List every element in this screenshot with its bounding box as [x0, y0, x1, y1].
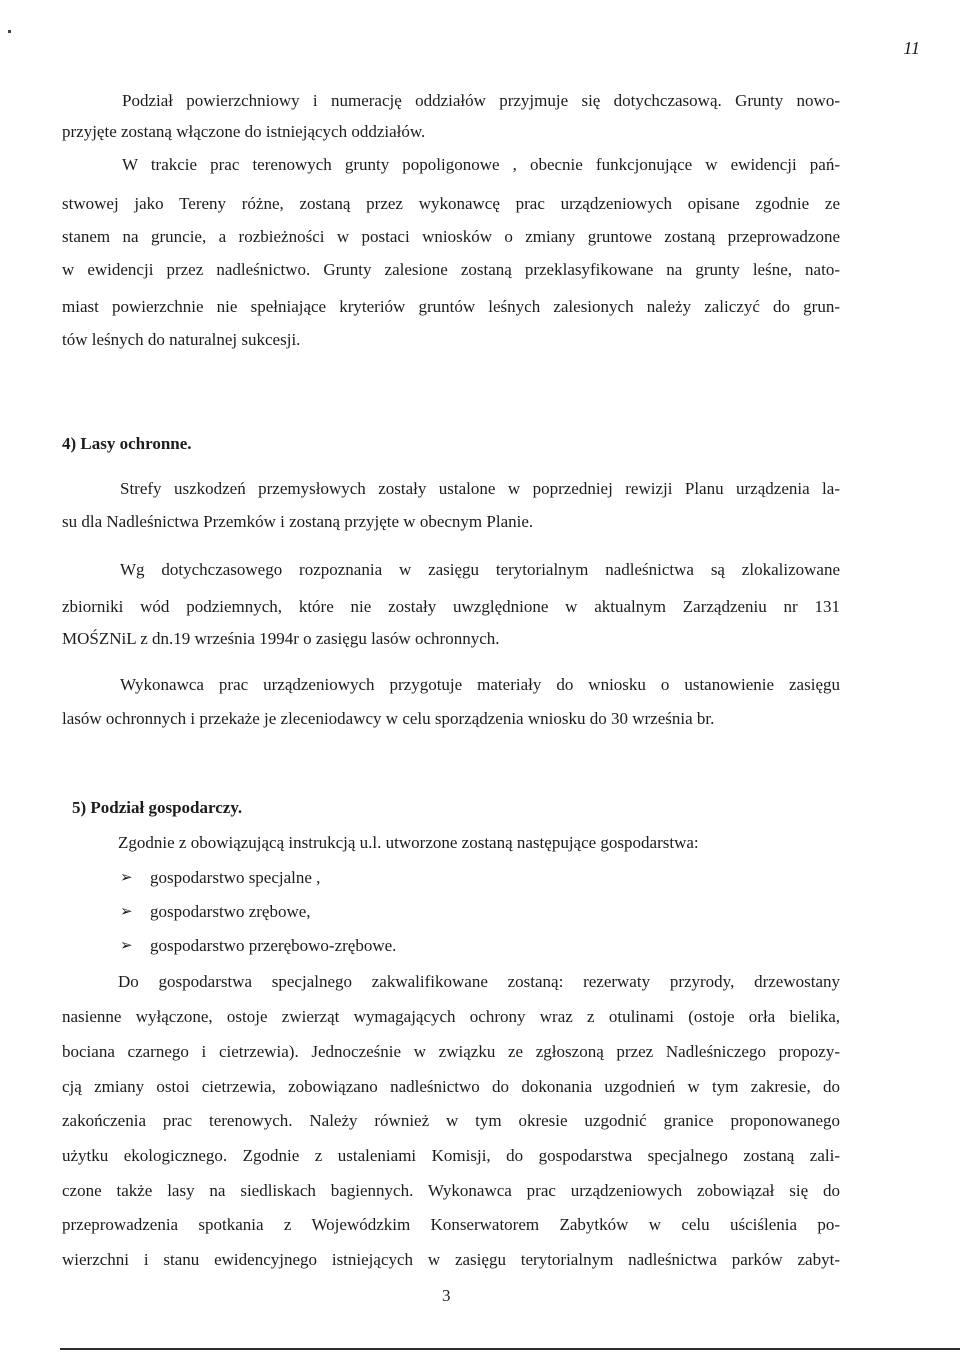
bottom-rule: [60, 1348, 960, 1350]
paragraph-line: W trakcie prac terenowych grunty popoligonowe , obecnie funkcjonujące w ewidencji pań-: [122, 155, 840, 174]
paragraph-line: przyjęte zostaną włączone do istniejących oddziałów.: [62, 122, 426, 141]
paragraph-line: Podział powierzchniowy i numerację oddziałów przyjmuje się dotychczasową. Grunty nowo-: [122, 91, 840, 110]
arrow-bullet-icon: ➢: [120, 870, 133, 886]
section-intro: Zgodnie z obowiązującą instrukcją u.l. utworzone zostaną następujące gospodarstwa:: [118, 833, 699, 852]
corner-page-number: 11: [903, 38, 920, 58]
section-heading: 4) Lasy ochronne.: [62, 434, 192, 453]
paragraph-line: stanem na gruncie, a rozbieżności w postaci wniosków o zmiany gruntowe zostaną przeprowadzone: [62, 227, 840, 246]
paragraph-line: tów leśnych do naturalnej sukcesji.: [62, 330, 301, 349]
list-item: gospodarstwo zrębowe,: [150, 902, 311, 921]
paragraph-line: nasienne wyłączone, ostoje zwierząt wymagających ochrony wraz z otulinami (ostoje orła bielika,: [62, 1007, 840, 1026]
list-item: gospodarstwo przerębowo-zrębowe.: [150, 936, 397, 955]
paragraph-line: cją zmiany ostoi cietrzewia, zobowiązano nadleśnictwo do dokonania uzgodnień w tym zakresie, do: [62, 1077, 840, 1096]
paragraph-line: zbiorniki wód podziemnych, które nie zostały uwzględnione w aktualnym Zarządzeniu nr 131: [62, 597, 840, 616]
paragraph-line: Strefy uszkodzeń przemysłowych zostały ustalone w poprzedniej rewizji Planu urządzenia la-: [120, 479, 840, 498]
page-number: 3: [442, 1286, 451, 1305]
paragraph-line: bociana czarnego i cietrzewia). Jednocześnie w związku ze zgłoszoną przez Nadleśniczego propozy-: [62, 1042, 840, 1061]
paragraph-line: Wg dotychczasowego rozpoznania w zasięgu terytorialnym nadleśnictwa są zlokalizowane: [120, 560, 840, 579]
paragraph-line: w ewidencji przez nadleśnictwo. Grunty zalesione zostaną przeklasyfikowane na grunty leśne, nato-: [62, 260, 840, 279]
arrow-bullet-icon: ➢: [120, 938, 133, 954]
paragraph-line: wierzchni i stanu ewidencyjnego istniejących w zasięgu terytorialnym nadleśnictwa parków zabyt-: [62, 1250, 840, 1269]
paragraph-line: stwowej jako Tereny różne, zostaną przez wykonawcę prac urządzeniowych opisane zgodnie ze: [62, 194, 840, 213]
paragraph-line: su dla Nadleśnictwa Przemków i zostaną przyjęte w obecnym Planie.: [62, 512, 534, 531]
paragraph-line: przeprowadzenia spotkania z Wojewódzkim Konserwatorem Zabytków w celu uściślenia po-: [62, 1215, 840, 1234]
paragraph-line: zakończenia prac terenowych. Należy również w tym okresie uzgodnić granice proponowanego: [62, 1111, 840, 1130]
section-heading: 5) Podział gospodarczy.: [72, 798, 243, 817]
paragraph-line: użytku ekologicznego. Zgodnie z ustaleniami Komisji, do gospodarstwa specjalnego zostaną zali-: [62, 1146, 840, 1165]
scan-mark: [8, 30, 11, 33]
list-item: gospodarstwo specjalne ,: [150, 868, 321, 887]
paragraph-line: czone także lasy na siedliskach bagiennych. Wykonawca prac urządzeniowych zobowiązał się do: [62, 1181, 840, 1200]
paragraph-line: Do gospodarstwa specjalnego zakwalifikowane zostaną: rezerwaty przyrody, drzewostany: [118, 972, 840, 991]
paragraph-line: Wykonawca prac urządzeniowych przygotuje materiały do wniosku o ustanowienie zasięgu: [120, 675, 840, 694]
paragraph-line: miast powierzchnie nie spełniające kryteriów gruntów leśnych zalesionych należy zaliczyć do grun-: [62, 297, 840, 316]
paragraph-line: lasów ochronnych i przekaże je zleceniodawcy w celu sporządzenia wniosku do 30 września br.: [62, 709, 715, 728]
arrow-bullet-icon: ➢: [120, 904, 133, 920]
paragraph-line: MOŚZNiL z dn.19 września 1994r o zasięgu lasów ochronnych.: [62, 629, 500, 648]
